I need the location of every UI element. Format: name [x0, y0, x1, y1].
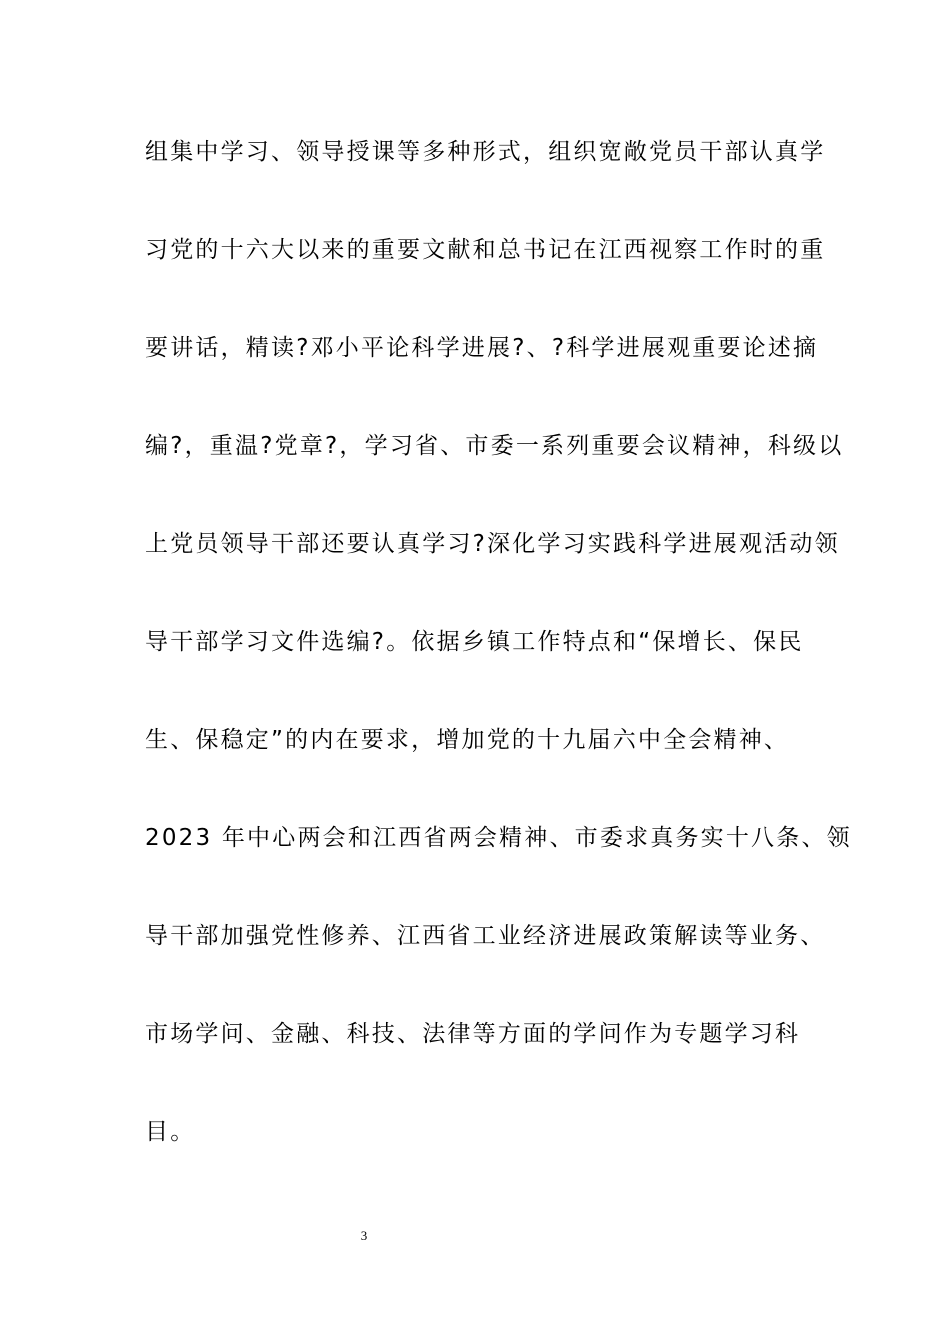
- text-line-8: 2023 年中心两会和江西省两会精神、市委求真务实十八条、领: [145, 825, 852, 851]
- body-paragraph: [145, 128, 852, 1206]
- text-line-3: 要讲话，精读?邓小平论科学进展?、?科学进展观重要论述摘: [145, 335, 819, 361]
- text-line-1: 组集中学习、领导授课等多种形式，组织宽敞党员干部认真学: [145, 139, 826, 165]
- text-line-7: 生、保稳定”的内在要求，增加党的十九届六中全会精神、: [145, 727, 790, 753]
- text-line-6: 导干部学习文件选编?。依据乡镇工作特点和“保增长、保民: [145, 629, 804, 655]
- text-line-9: 导干部加强党性修养、江西省工业经济进展政策解读等业务、: [145, 923, 826, 949]
- text-line-2: 习党的十六大以来的重要文献和总书记在江西视察工作时的重: [145, 237, 826, 263]
- text-line-10: 市场学问、金融、科技、法律等方面的学问作为专题学习科: [145, 1021, 801, 1047]
- text-line-5: 上党员领导干部还要认真学习?深化学习实践科学进展观活动领: [145, 531, 840, 557]
- page-number: 3: [360, 1228, 368, 1243]
- text-line-11: 目。: [145, 1119, 196, 1145]
- text-line-4: 编?，重温?党章?，学习省、市委一系列重要会议精神，科级以: [145, 433, 844, 459]
